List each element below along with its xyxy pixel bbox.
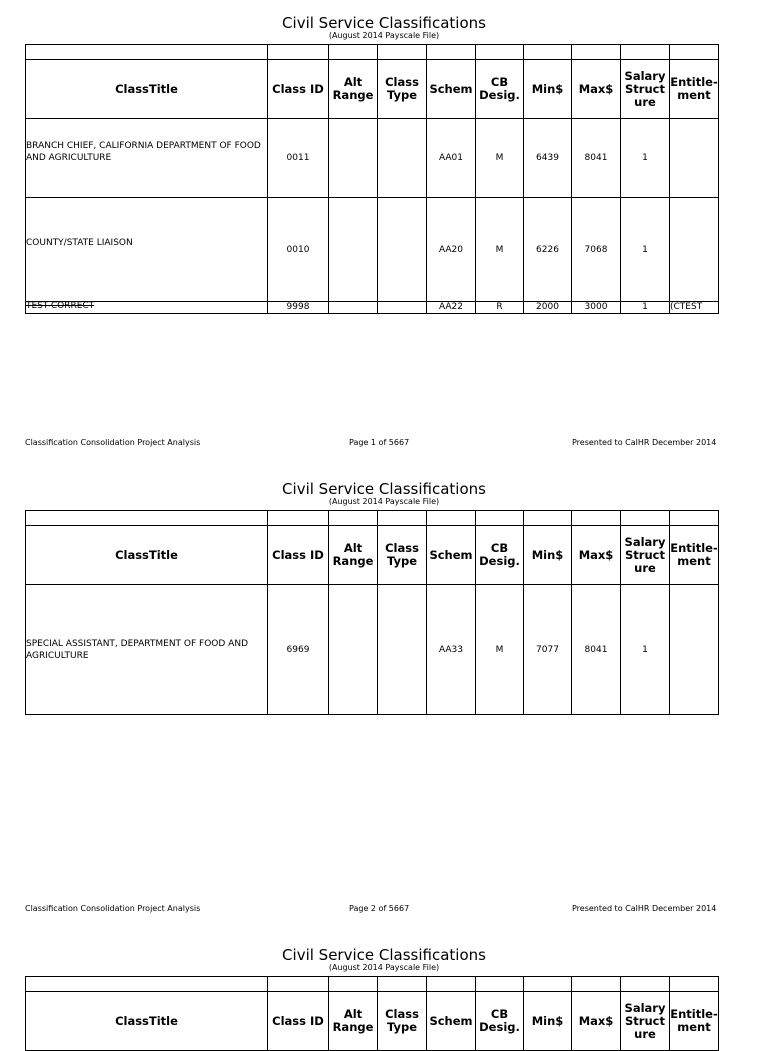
col-header-cb-desig: CB Desig. xyxy=(476,526,524,585)
class-type-cell xyxy=(378,585,427,715)
col-header-cb-desig: CB Desig. xyxy=(476,992,524,1051)
class-title-cell: SPECIAL ASSISTANT, DEPARTMENT OF FOOD AND AGRICULTURE xyxy=(26,585,268,715)
col-header-min: Min$ xyxy=(524,60,572,119)
cb-desig-cell: M xyxy=(476,198,524,302)
class-id-cell: 9998 xyxy=(268,302,329,314)
header-row xyxy=(26,992,719,1051)
schem-cell: AA01 xyxy=(427,119,476,198)
col-header-class-title: ClassTitle xyxy=(26,60,268,119)
classification-table xyxy=(25,976,719,1051)
table-row-test xyxy=(26,302,719,314)
blank-row xyxy=(26,977,719,992)
col-header-min: Min$ xyxy=(524,992,572,1051)
page-subtitle: (August 2014 Payscale File) xyxy=(328,31,440,40)
max-cell: 8041 xyxy=(572,119,621,198)
salary-structure-cell: 1 xyxy=(621,585,670,715)
col-header-class-id: Class ID xyxy=(268,60,329,119)
col-header-class-id: Class ID xyxy=(268,526,329,585)
col-header-cb-desig: CB Desig. xyxy=(476,60,524,119)
report-page-3 xyxy=(0,932,768,1041)
col-header-class-type: Class Type xyxy=(378,992,427,1051)
min-cell: 6226 xyxy=(524,198,572,302)
schem-cell: AA20 xyxy=(427,198,476,302)
class-id-cell: 0011 xyxy=(268,119,329,198)
classification-table xyxy=(25,510,719,715)
class-id-cell: 0010 xyxy=(268,198,329,302)
schem-cell: AA33 xyxy=(427,585,476,715)
col-header-class-title: ClassTitle xyxy=(26,526,268,585)
alt-range-cell xyxy=(329,302,378,314)
max-cell: 8041 xyxy=(572,585,621,715)
class-title-cell: BRANCH CHIEF, CALIFORNIA DEPARTMENT OF FOOD AND AGRICULTURE xyxy=(26,119,268,198)
col-header-max: Max$ xyxy=(572,526,621,585)
max-cell: 7068 xyxy=(572,198,621,302)
col-header-entitlement: Entitle- ment xyxy=(670,992,719,1051)
page-subtitle: (August 2014 Payscale File) xyxy=(328,963,440,972)
cb-desig-cell: M xyxy=(476,119,524,198)
col-header-entitlement: Entitle- ment xyxy=(670,526,719,585)
footer-project-name: Classification Consolidation Project Analysis xyxy=(25,904,201,913)
footer-presented: Presented to CalHR December 2014 xyxy=(572,438,717,447)
col-header-salary-structure: Salary Struct ure xyxy=(621,992,670,1051)
classification-table xyxy=(25,44,719,314)
col-header-entitlement: Entitle- ment xyxy=(670,60,719,119)
blank-row xyxy=(26,45,719,60)
entitlement-cell xyxy=(670,585,719,715)
class-title-cell: COUNTY/STATE LIAISON xyxy=(26,198,268,302)
col-header-max: Max$ xyxy=(572,60,621,119)
col-header-salary-structure: Salary Struct ure xyxy=(621,526,670,585)
page-subtitle: (August 2014 Payscale File) xyxy=(328,497,440,506)
report-page-1 xyxy=(0,0,768,466)
col-header-alt-range: Alt Range xyxy=(329,526,378,585)
col-header-class-type: Class Type xyxy=(378,60,427,119)
footer-page-number: Page 2 of 5667 xyxy=(349,904,410,913)
entitlement-cell xyxy=(670,198,719,302)
schem-cell: AA22 xyxy=(427,302,476,314)
alt-range-cell xyxy=(329,585,378,715)
col-header-salary-structure: Salary Struct ure xyxy=(621,60,670,119)
cb-desig-cell: M xyxy=(476,585,524,715)
salary-structure-cell: 1 xyxy=(621,198,670,302)
table-row xyxy=(26,198,719,302)
blank-row xyxy=(26,511,719,526)
col-header-max: Max$ xyxy=(572,992,621,1051)
col-header-alt-range: Alt Range xyxy=(329,992,378,1051)
class-type-cell xyxy=(378,198,427,302)
col-header-schem: Schem xyxy=(427,992,476,1051)
alt-range-cell xyxy=(329,119,378,198)
cb-desig-cell: R xyxy=(476,302,524,314)
class-type-cell xyxy=(378,119,427,198)
col-header-class-id: Class ID xyxy=(268,992,329,1051)
footer-presented: Presented to CalHR December 2014 xyxy=(572,904,717,913)
class-title-cell: TEST-CORRECT xyxy=(26,302,268,314)
header-row xyxy=(26,60,719,119)
min-cell: 6439 xyxy=(524,119,572,198)
page-title: Civil Service Classifications xyxy=(282,946,486,964)
class-type-cell xyxy=(378,302,427,314)
col-header-class-title: ClassTitle xyxy=(26,992,268,1051)
max-cell: 3000 xyxy=(572,302,621,314)
col-header-min: Min$ xyxy=(524,526,572,585)
report-page-2 xyxy=(0,466,768,932)
col-header-class-type: Class Type xyxy=(378,526,427,585)
class-id-cell: 6969 xyxy=(268,585,329,715)
alt-range-cell xyxy=(329,198,378,302)
entitlement-cell: (CTEST xyxy=(670,302,719,314)
col-header-schem: Schem xyxy=(427,526,476,585)
min-cell: 7077 xyxy=(524,585,572,715)
entitlement-cell xyxy=(670,119,719,198)
table-row xyxy=(26,585,719,715)
footer-project-name: Classification Consolidation Project Analysis xyxy=(25,438,201,447)
page-title: Civil Service Classifications xyxy=(282,14,486,32)
col-header-alt-range: Alt Range xyxy=(329,60,378,119)
header-row xyxy=(26,526,719,585)
footer-page-number: Page 1 of 5667 xyxy=(349,438,410,447)
salary-structure-cell: 1 xyxy=(621,119,670,198)
page-title: Civil Service Classifications xyxy=(282,480,486,498)
min-cell: 2000 xyxy=(524,302,572,314)
salary-structure-cell: 1 xyxy=(621,302,670,314)
col-header-schem: Schem xyxy=(427,60,476,119)
table-row xyxy=(26,119,719,198)
